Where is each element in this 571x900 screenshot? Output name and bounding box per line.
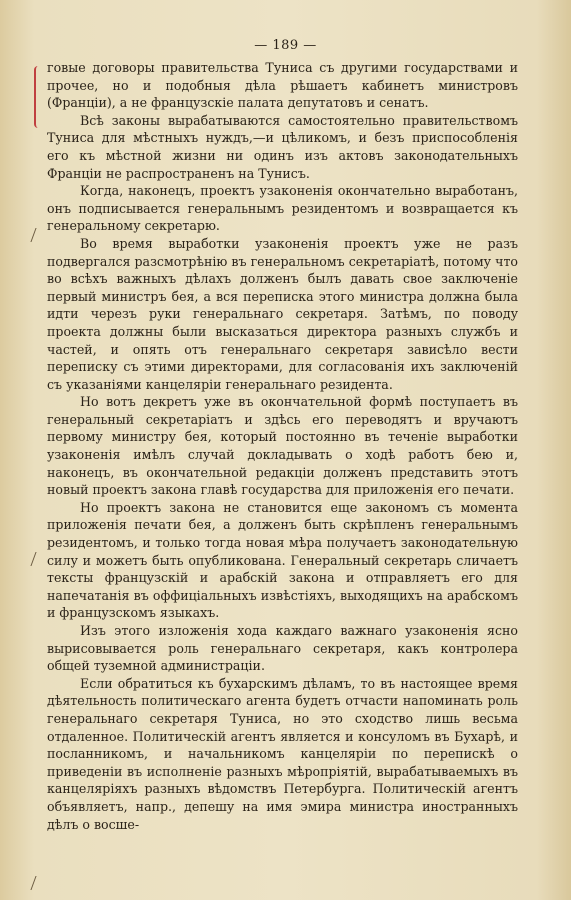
- paragraph: говые договоры правительства Туниса съ другими государствами и прочее, но и подобныя дѣла рѣшаетъ кабинетъ министровъ (Франціи), а не французскіе палата депутатовъ и сенатъ.: [47, 60, 518, 111]
- margin-slash-mark: [30, 876, 39, 890]
- margin-slash-mark: [30, 228, 39, 242]
- page-number: — 189 —: [254, 38, 317, 53]
- paragraph: Если обратиться къ бухарскимъ дѣламъ, то въ настоящее время дѣятельность политическаго агента будетъ отчасти напоминать роль генеральнаго секретаря Туниса, но это сходство лишь весьма отдаленное. Политическій агентъ является и консуломъ въ Бухарѣ, и посланникомъ, и начальникомъ канцеляріи по перепискѣ о приведеніи въ исполненіе разныхъ мѣропріятій, вырабатываемыхъ въ канцеляріяхъ разныхъ вѣдомствъ Петербурга. Политическій агентъ объявляетъ, напр., депешу на имя эмира министра иностранныхъ дѣлъ о восше-: [47, 675, 518, 832]
- paragraph: Всѣ законы вырабатываются самостоятельно правительствомъ Туниса для мѣстныхъ нуждъ,—и цѣликомъ, и безъ приспособленія его къ мѣстной жизни ни одинъ изъ актовъ законодательныхъ Франціи не распространенъ на Тунисъ.: [47, 112, 518, 181]
- paragraph: Когда, наконецъ, проектъ узаконенія окончательно выработанъ, онъ подписывается генеральнымъ резидентомъ и возвращается къ генеральному секретарю.: [47, 183, 518, 234]
- body-text: [47, 59, 518, 833]
- margin-bracket-mark: [34, 66, 44, 128]
- paragraph: Но проектъ закона не становится еще закономъ съ момента приложенія печати бея, а долженъ быть скрѣпленъ генеральнымъ резидентомъ, и только тогда новая мѣра получаетъ законодательную силу и можетъ быть опубликована. Генеральный секретарь сличаетъ тексты французскій и арабскій закона и отправляетъ его для напечатанія въ оффиціальныхъ извѣстіяхъ, выходящихъ на арабскомъ и французскомъ языкахъ.: [47, 499, 518, 621]
- paragraph: Но вотъ декретъ уже въ окончательной формѣ поступаетъ въ генеральный секретаріатъ и здѣсь его переводятъ и вручаютъ первому министру бея, который постоянно въ теченіе выработки узаконенія имѣлъ случай докладывать о ходѣ работъ бею и, наконецъ, въ окончательной редакціи долженъ представить этотъ новый проектъ закона главѣ государства для приложенія его печати.: [47, 394, 518, 498]
- margin-slash-mark: [30, 552, 39, 566]
- paragraph: Во время выработки узаконенія проектъ уже не разъ подвергался разсмотрѣнію въ генеральномъ секретаріатѣ, потому что во всѣхъ важныхъ дѣлахъ долженъ былъ давать свое заключеніе первый министръ бея, а вся переписка этого министра должна была идти черезъ руки генеральнаго секретаря. Затѣмъ, по поводу проекта должны были высказаться директора разныхъ службъ и частей, и опять отъ генеральнаго секретаря зависѣло вести переписку съ этими директорами, для согласованія ихъ заключеній съ указаніями канцеляріи генеральнаго резидента.: [47, 235, 518, 392]
- paragraph: Изъ этого изложенія хода каждаго важнаго узаконенія ясно вырисовывается роль генеральнаго секретаря, какъ контролера общей туземной администраціи.: [47, 623, 518, 674]
